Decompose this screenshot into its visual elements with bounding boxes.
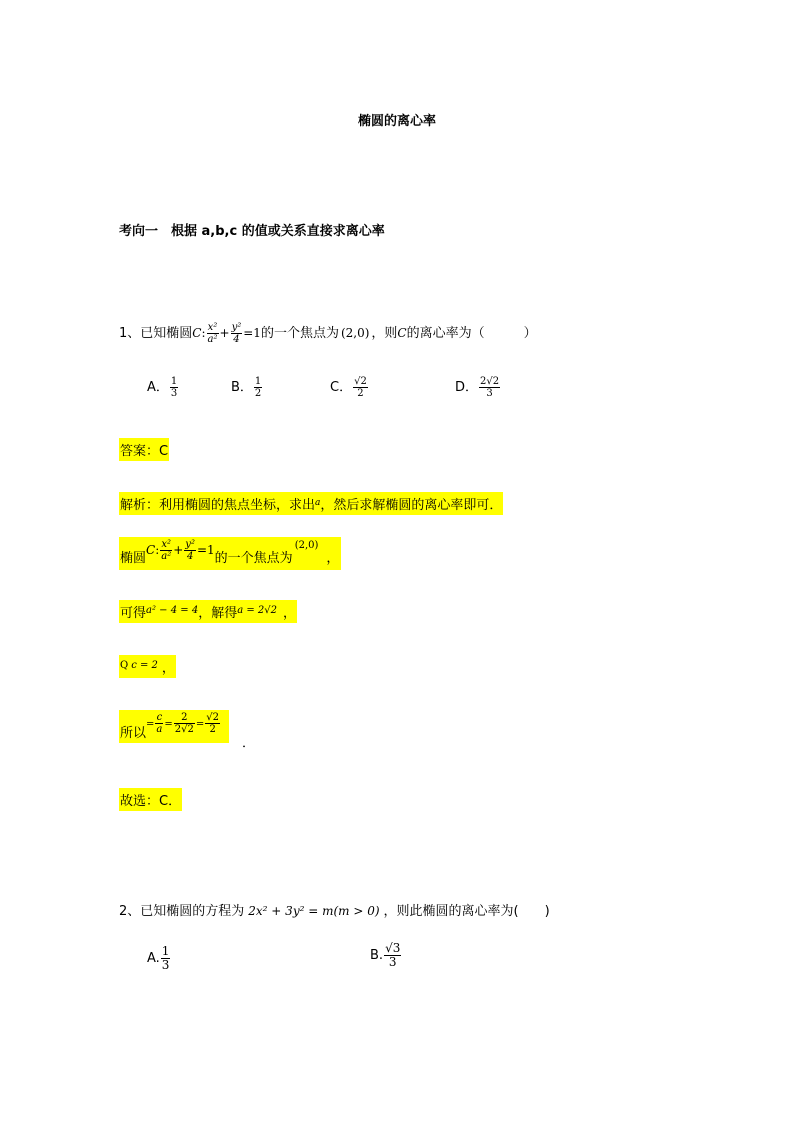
final-answer-line: 故选：C． — [119, 788, 182, 811]
option-c-num: √2 — [354, 376, 367, 387]
option-a-num: 1 — [170, 376, 178, 387]
step1-colon: : — [155, 543, 160, 557]
step3-end: ， — [161, 661, 175, 676]
q1-point: (2,0) — [340, 326, 370, 340]
step4-f2-num: 2 — [174, 712, 195, 724]
step2-equation: a² − 4 = 4 — [146, 605, 199, 616]
q2-option-a-num: 1 — [161, 944, 170, 958]
step4-eq-2: = — [164, 719, 173, 730]
q1-prefix: 1、已知椭圆 — [119, 326, 193, 341]
section-heading: 考向一 根据 a,b,c 的值或关系直接求离心率 — [119, 224, 385, 239]
q2-option-a[interactable] — [147, 945, 171, 972]
q2-option-b-num: √3 — [385, 941, 401, 955]
step1-label: 椭圆 — [120, 551, 147, 566]
step4-eq-3: = — [195, 719, 205, 730]
option-d-num: 2√2 — [480, 376, 500, 387]
step4-end: ． — [242, 736, 256, 751]
q1-curve-2: C — [397, 326, 407, 340]
q2-option-a-fraction — [161, 945, 171, 972]
step4-f1-num: c — [156, 712, 163, 723]
q1-eq-one: =1 — [243, 326, 261, 340]
step4-fraction-ca — [155, 712, 163, 735]
step3-therefore-symbol: Q — [120, 660, 129, 671]
q1-option-c[interactable] — [330, 376, 369, 399]
step1-f1-den: a² — [161, 551, 172, 562]
q1-frac2-den: 4 — [233, 334, 240, 345]
question-1 — [119, 322, 537, 345]
option-d-label: D． — [455, 380, 479, 395]
step-2-line — [119, 600, 297, 623]
step4-f1-den: a — [156, 724, 163, 735]
step1-f1-num: x² — [161, 539, 172, 550]
q1-option-b[interactable] — [231, 376, 263, 399]
q1-fraction-x — [207, 322, 219, 345]
option-c-fraction — [353, 376, 368, 399]
q2-prefix: 2、已知椭圆的方程为 — [119, 904, 245, 919]
option-c-den: 2 — [357, 388, 364, 399]
step2-end: ， — [283, 606, 297, 621]
step4-fraction-2 — [174, 712, 195, 735]
option-b-fraction — [254, 376, 262, 399]
q2-equation: 2x² + 3y² = m(m > 0) — [248, 904, 380, 918]
q1-plus: + — [219, 326, 230, 340]
q2-option-a-label: A. — [147, 951, 160, 966]
q2-suffix: ，则此椭圆的离心率为( ) — [383, 904, 550, 919]
step1-mid: 的一个焦点为 — [214, 551, 293, 566]
q2-option-b-den: 3 — [388, 955, 397, 969]
step2-text-a: 可得 — [120, 606, 147, 621]
q1-frac1-den: a² — [207, 334, 218, 345]
analysis-line — [119, 492, 503, 515]
step4-f3-num: √2 — [206, 712, 219, 723]
q1-option-a[interactable] — [147, 376, 179, 399]
q1-comma-then: ，则 — [371, 326, 398, 341]
option-c-label: C． — [330, 380, 353, 395]
q1-frac1-num: x² — [207, 322, 218, 333]
q1-option-d[interactable] — [455, 376, 501, 399]
q2-option-b[interactable] — [370, 942, 402, 969]
analysis-text-b: ，然后求解椭圆的离心率即可． — [320, 498, 503, 513]
q2-option-b-fraction — [384, 942, 401, 969]
option-b-den: 2 — [254, 388, 262, 399]
step4-fraction-3 — [205, 712, 220, 735]
step1-curve: C — [146, 543, 156, 557]
q1-curve: C — [192, 326, 202, 340]
step1-point: (2,0) — [294, 540, 319, 551]
option-d-den: 3 — [486, 388, 493, 399]
step1-f2-num: y² — [185, 539, 195, 550]
answer-line: 答案：C — [119, 438, 169, 461]
option-a-den: 3 — [170, 388, 178, 399]
step1-end: ， — [326, 551, 340, 566]
option-b-num: 1 — [254, 376, 262, 387]
step4-label: 所以 — [120, 726, 147, 741]
q1-suffix: 的离心率为（ ） — [406, 326, 537, 341]
step-1-line — [119, 537, 341, 570]
step1-fraction-y — [184, 539, 196, 562]
analysis-text-a: 解析：利用椭圆的焦点坐标，求出 — [120, 498, 316, 513]
step4-f2-den: 2√2 — [174, 724, 194, 735]
step4-eq-1: = — [146, 719, 155, 730]
option-a-label: A． — [147, 380, 169, 395]
step-3-line — [119, 655, 176, 678]
option-b-label: B． — [231, 380, 253, 395]
q1-fraction-y — [231, 322, 243, 345]
option-d-fraction — [479, 376, 500, 399]
q1-colon: : — [201, 326, 206, 340]
step-4-line — [119, 710, 229, 743]
document-title: 椭圆的离心率 — [357, 114, 436, 129]
q1-mid: 的一个焦点为 — [260, 326, 339, 341]
step1-f2-den: 4 — [186, 551, 194, 562]
analysis-var: a — [315, 498, 321, 508]
step1-plus: + — [173, 543, 184, 557]
q1-frac2-num: y² — [231, 322, 242, 333]
option-a-fraction — [170, 376, 178, 399]
q2-option-a-den: 3 — [161, 958, 170, 972]
step1-fraction-x — [160, 539, 172, 562]
step3-equation: c = 2 — [131, 660, 158, 671]
step4-f3-den: 2 — [209, 724, 216, 735]
step2-solution: a = 2√2 — [237, 605, 277, 616]
step2-text-b: ，解得 — [198, 606, 238, 621]
q2-option-b-label: B. — [370, 948, 384, 963]
question-2 — [119, 900, 550, 919]
step1-eq: =1 — [196, 543, 215, 557]
